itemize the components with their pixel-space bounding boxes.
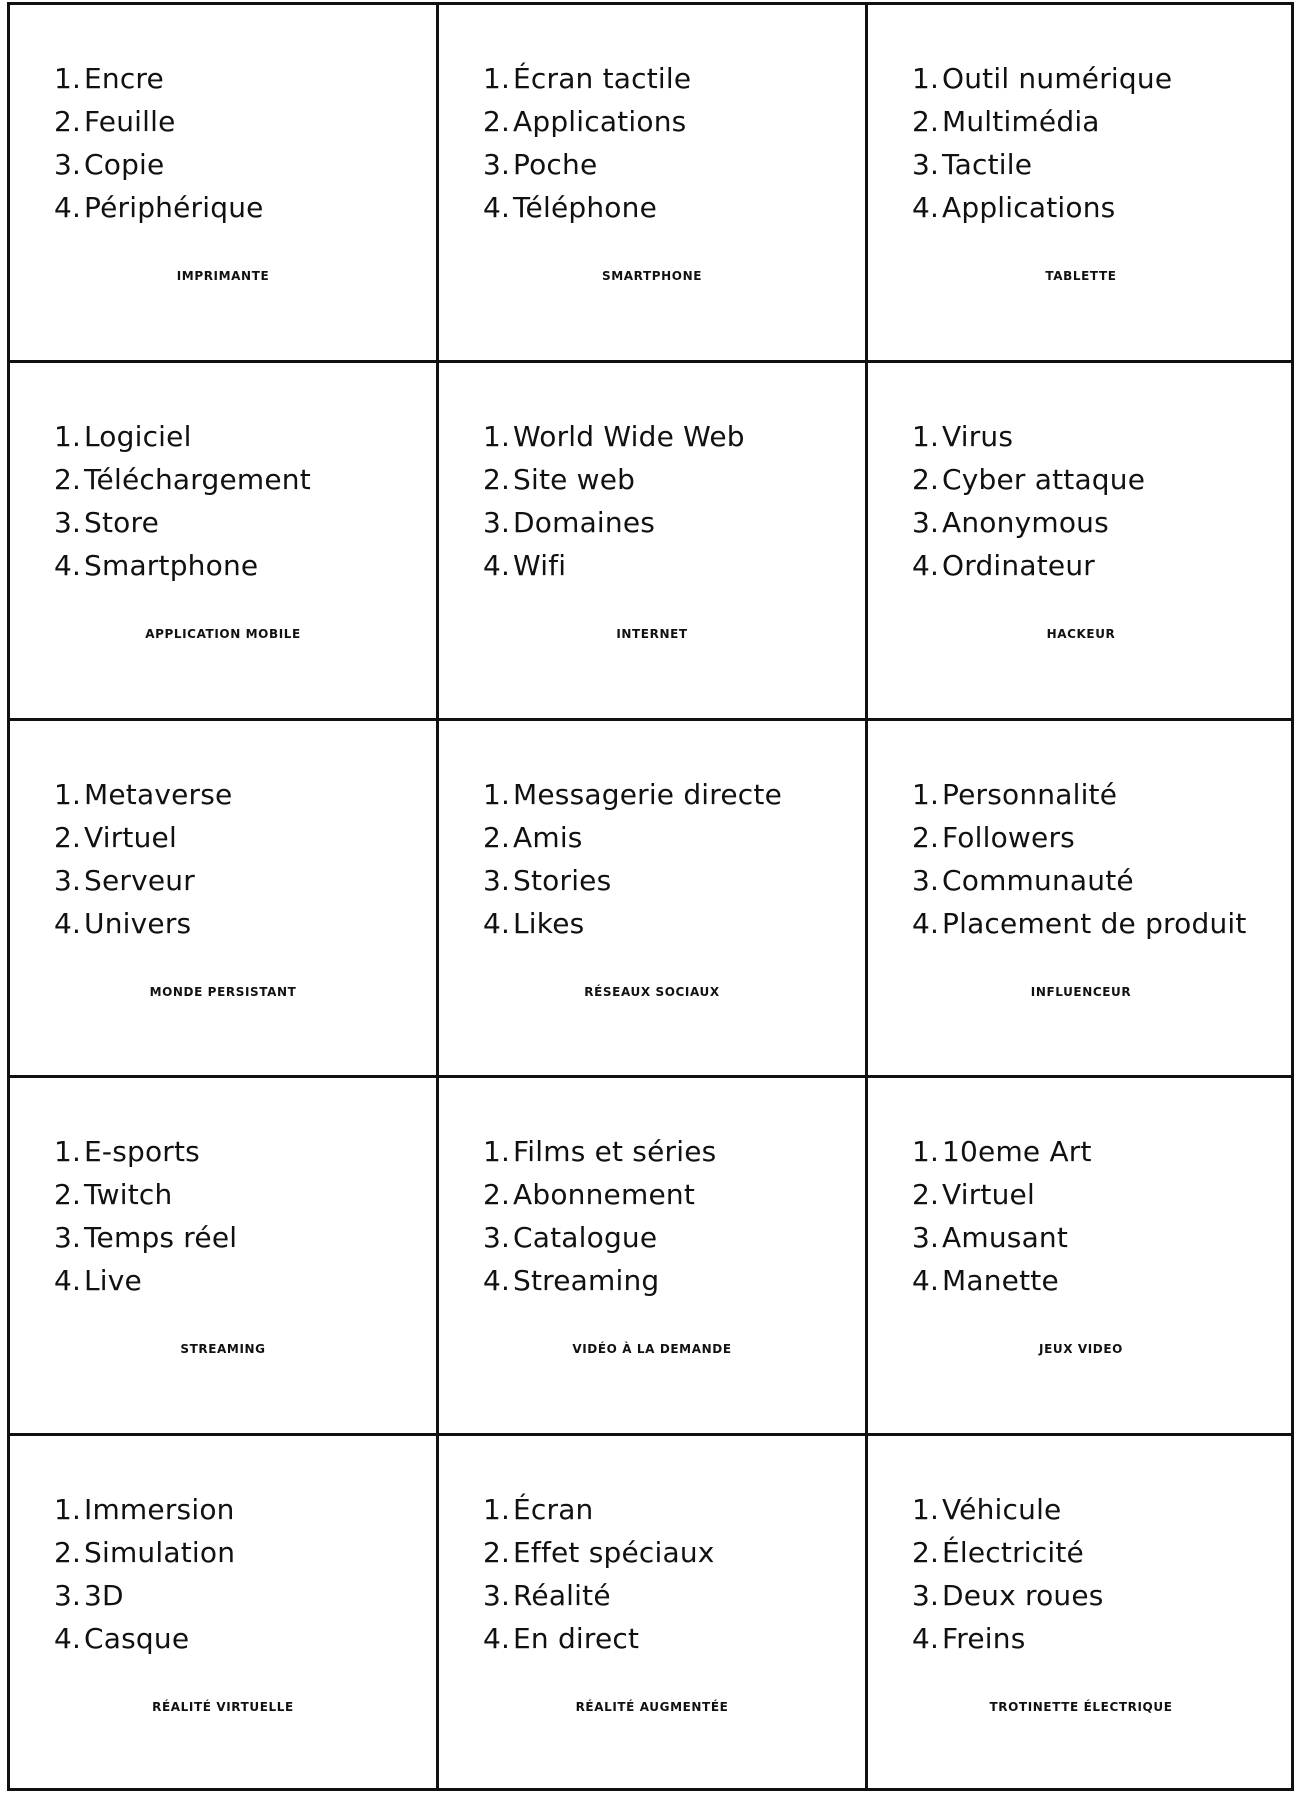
clue-item xyxy=(54,143,264,186)
card-word: STREAMING xyxy=(180,1342,266,1357)
clue-text: Catalogue xyxy=(513,1221,658,1255)
clue-text: Écran tactile xyxy=(513,62,692,95)
clue-item xyxy=(483,902,782,945)
clue-text: Amis xyxy=(513,820,583,854)
clue-item xyxy=(54,859,232,902)
clue-item xyxy=(54,902,232,945)
card xyxy=(436,1075,865,1433)
clue-number: 3. xyxy=(912,863,940,897)
clue-number: 1. xyxy=(912,62,940,95)
clue-number: 2. xyxy=(483,462,511,496)
clue-text: Amusant xyxy=(942,1221,1069,1255)
clue-number: 4. xyxy=(912,906,940,940)
clue-text: Site web xyxy=(513,462,636,496)
clue-item xyxy=(483,1259,716,1302)
clue-number: 1. xyxy=(54,419,82,453)
card xyxy=(7,2,436,360)
clue-text: Anonymous xyxy=(942,505,1109,539)
clue-item xyxy=(483,57,691,100)
clue-item xyxy=(483,186,691,229)
clue-item xyxy=(483,1130,716,1173)
clue-number: 2. xyxy=(912,462,940,496)
clue-text: Films et séries xyxy=(513,1135,717,1169)
clue-text: Freins xyxy=(942,1622,1026,1656)
clue-item xyxy=(912,501,1145,544)
clue-text: Wifi xyxy=(513,548,567,582)
clue-number: 2. xyxy=(483,1536,511,1570)
clue-text: Abonnement xyxy=(513,1178,696,1212)
card-word: SMARTPHONE xyxy=(601,269,703,283)
clue-text: Deux roues xyxy=(942,1579,1104,1613)
card xyxy=(865,360,1294,718)
clue-text: Virtuel xyxy=(84,820,177,854)
clue-item xyxy=(912,1130,1092,1173)
clue-number: 4. xyxy=(483,1622,511,1656)
card xyxy=(7,1433,436,1791)
clue-item xyxy=(483,1216,716,1259)
clue-text: Périphérique xyxy=(84,191,264,224)
clue-text: Téléchargement xyxy=(84,462,311,496)
clue-item xyxy=(54,1130,237,1173)
clue-item xyxy=(54,100,264,143)
clue-item xyxy=(483,1173,716,1216)
clue-number: 2. xyxy=(483,820,511,854)
clue-number: 3. xyxy=(483,148,511,181)
clue-list xyxy=(483,415,745,587)
clue-text: Cyber attaque xyxy=(942,462,1146,496)
clue-item xyxy=(483,1531,715,1574)
clue-text: Immersion xyxy=(84,1493,235,1527)
clue-list xyxy=(912,57,1172,229)
clue-number: 2. xyxy=(483,105,511,138)
clue-text: Streaming xyxy=(513,1264,660,1298)
card xyxy=(436,1433,865,1791)
card xyxy=(7,1075,436,1433)
clue-text: Store xyxy=(84,505,160,539)
clue-item xyxy=(54,773,232,816)
clue-text: Serveur xyxy=(84,863,195,897)
clue-item xyxy=(483,1617,715,1660)
card xyxy=(436,360,865,718)
clue-item xyxy=(54,186,264,229)
card-word: RÉALITÉ AUGMENTÉE xyxy=(575,1700,729,1715)
clue-item xyxy=(483,544,745,587)
clue-number: 3. xyxy=(54,863,82,897)
clue-text: Outil numérique xyxy=(942,62,1173,95)
clue-list xyxy=(912,773,1247,945)
clue-item xyxy=(912,186,1172,229)
clue-item xyxy=(483,1488,715,1531)
clue-item xyxy=(912,773,1247,816)
clue-text: Followers xyxy=(942,820,1075,854)
clue-text: Casque xyxy=(84,1622,190,1656)
clue-text: 3D xyxy=(84,1579,124,1613)
clue-item xyxy=(912,1488,1104,1531)
card xyxy=(7,718,436,1076)
clue-number: 4. xyxy=(54,191,82,224)
card xyxy=(865,718,1294,1076)
clue-list xyxy=(54,57,264,229)
clue-item xyxy=(54,1216,237,1259)
clue-number: 3. xyxy=(483,1579,511,1613)
clue-item xyxy=(912,415,1145,458)
clue-number: 1. xyxy=(483,419,511,453)
clue-number: 4. xyxy=(912,191,940,224)
clue-number: 2. xyxy=(54,820,82,854)
clue-number: 2. xyxy=(912,820,940,854)
clue-text: Virus xyxy=(942,419,1014,453)
clue-text: Multimédia xyxy=(942,105,1100,138)
clue-text: Téléphone xyxy=(513,191,658,224)
clue-number: 2. xyxy=(54,1178,82,1212)
clue-number: 1. xyxy=(483,1493,511,1527)
clue-number: 1. xyxy=(912,1135,940,1169)
clue-item xyxy=(483,415,745,458)
clue-text: Électricité xyxy=(942,1536,1084,1570)
clue-number: 1. xyxy=(483,777,511,811)
clue-text: Univers xyxy=(84,906,192,940)
clue-list xyxy=(912,1488,1104,1660)
clue-item xyxy=(483,143,691,186)
clue-number: 4. xyxy=(912,548,940,582)
clue-item xyxy=(912,57,1172,100)
clue-text: Poche xyxy=(513,148,598,181)
clue-text: Twitch xyxy=(84,1178,173,1212)
clue-text: Manette xyxy=(942,1264,1059,1298)
clue-number: 3. xyxy=(483,863,511,897)
clue-number: 3. xyxy=(912,505,940,539)
clue-number: 1. xyxy=(912,419,940,453)
card-word: RÉALITÉ VIRTUELLE xyxy=(152,1700,294,1715)
clue-item xyxy=(54,57,264,100)
clue-item xyxy=(483,458,745,501)
clue-number: 3. xyxy=(912,1221,940,1255)
clue-list xyxy=(54,1130,237,1302)
clue-number: 4. xyxy=(54,1264,82,1298)
clue-item xyxy=(483,501,745,544)
clue-text: Tactile xyxy=(942,148,1033,181)
clue-text: Personnalité xyxy=(942,777,1118,811)
card-word: MONDE PERSISTANT xyxy=(149,984,297,999)
clue-list xyxy=(483,57,691,229)
clue-text: Effet spéciaux xyxy=(513,1536,715,1570)
clue-text: Live xyxy=(84,1264,142,1298)
clue-item xyxy=(54,501,311,544)
clue-text: Stories xyxy=(513,863,612,897)
clue-item xyxy=(912,816,1247,859)
clue-text: Domaines xyxy=(513,505,656,539)
card-word: TABLETTE xyxy=(1045,269,1117,283)
clue-text: Ordinateur xyxy=(942,548,1095,582)
clue-item xyxy=(54,1173,237,1216)
clue-item xyxy=(54,1488,235,1531)
clue-text: Écran xyxy=(513,1493,594,1527)
clue-item xyxy=(912,1259,1092,1302)
clue-number: 2. xyxy=(912,105,940,138)
card-word: TROTINETTE ÉLECTRIQUE xyxy=(989,1700,1173,1715)
clue-number: 3. xyxy=(54,1221,82,1255)
clue-number: 1. xyxy=(483,1135,511,1169)
clue-number: 4. xyxy=(54,548,82,582)
clue-number: 2. xyxy=(54,462,82,496)
clue-list xyxy=(483,773,782,945)
clue-text: Copie xyxy=(84,148,165,181)
clue-text: Placement de produit xyxy=(942,906,1247,940)
clue-list xyxy=(54,773,232,945)
clue-item xyxy=(483,859,782,902)
clue-number: 4. xyxy=(54,1622,82,1656)
card-word: INFLUENCEUR xyxy=(1030,984,1132,999)
card-word: JEUX VIDEO xyxy=(1039,1342,1123,1357)
card-word: APPLICATION MOBILE xyxy=(145,626,301,641)
clue-list xyxy=(912,1130,1092,1302)
clue-number: 4. xyxy=(483,1264,511,1298)
clue-text: Véhicule xyxy=(942,1493,1062,1527)
clue-number: 3. xyxy=(912,1579,940,1613)
clue-item xyxy=(912,143,1172,186)
clue-number: 4. xyxy=(912,1622,940,1656)
clue-text: Metaverse xyxy=(84,777,233,811)
clue-item xyxy=(483,1574,715,1617)
card xyxy=(865,1075,1294,1433)
clue-item xyxy=(54,458,311,501)
clue-item xyxy=(54,1617,235,1660)
clue-item xyxy=(912,1531,1104,1574)
clue-text: Feuille xyxy=(84,105,176,138)
clue-number: 3. xyxy=(54,505,82,539)
clue-item xyxy=(54,415,311,458)
clue-item xyxy=(54,1574,235,1617)
clue-number: 3. xyxy=(483,1221,511,1255)
clue-list xyxy=(483,1130,716,1302)
clue-number: 4. xyxy=(483,191,511,224)
clue-number: 1. xyxy=(912,777,940,811)
clue-number: 4. xyxy=(912,1264,940,1298)
clue-item xyxy=(912,1216,1092,1259)
clue-number: 3. xyxy=(54,1579,82,1613)
clue-list xyxy=(54,415,311,587)
clue-list xyxy=(912,415,1145,587)
clue-item xyxy=(483,773,782,816)
clue-text: En direct xyxy=(513,1622,640,1656)
clue-text: Logiciel xyxy=(84,419,192,453)
clue-text: Temps réel xyxy=(84,1221,238,1255)
card xyxy=(7,360,436,718)
clue-list xyxy=(483,1488,715,1660)
clue-number: 2. xyxy=(912,1178,940,1212)
clue-number: 1. xyxy=(912,1493,940,1527)
card-word: VIDÉO À LA DEMANDE xyxy=(572,1342,732,1357)
clue-number: 2. xyxy=(54,1536,82,1570)
clue-text: 10eme Art xyxy=(942,1135,1092,1169)
card-word: INTERNET xyxy=(616,626,688,641)
clue-text: Likes xyxy=(513,906,585,940)
clue-number: 3. xyxy=(54,148,82,181)
clue-text: Réalité xyxy=(513,1579,611,1613)
clue-item xyxy=(912,1574,1104,1617)
clue-number: 4. xyxy=(483,906,511,940)
clue-item xyxy=(54,1259,237,1302)
card xyxy=(436,718,865,1076)
clue-text: Encre xyxy=(84,62,164,95)
card xyxy=(865,2,1294,360)
clue-item xyxy=(912,1617,1104,1660)
clue-item xyxy=(483,100,691,143)
clue-number: 1. xyxy=(54,62,82,95)
clue-number: 1. xyxy=(54,777,82,811)
card-word: RÉSEAUX SOCIAUX xyxy=(584,984,720,999)
clue-text: Smartphone xyxy=(84,548,259,582)
clue-number: 2. xyxy=(483,1178,511,1212)
clue-list xyxy=(54,1488,235,1660)
clue-item xyxy=(912,1173,1092,1216)
clue-number: 4. xyxy=(483,548,511,582)
card xyxy=(865,1433,1294,1791)
clue-text: World Wide Web xyxy=(513,419,745,453)
clue-item xyxy=(54,544,311,587)
clue-item xyxy=(912,859,1247,902)
clue-number: 3. xyxy=(483,505,511,539)
clue-item xyxy=(483,816,782,859)
clue-text: Simulation xyxy=(84,1536,236,1570)
clue-number: 3. xyxy=(912,148,940,181)
clue-item xyxy=(912,544,1145,587)
clue-item xyxy=(912,902,1247,945)
clue-item xyxy=(912,458,1145,501)
clue-item xyxy=(54,816,232,859)
clue-number: 2. xyxy=(54,105,82,138)
clue-number: 1. xyxy=(54,1135,82,1169)
card-word: HACKEUR xyxy=(1046,626,1116,641)
card xyxy=(436,2,865,360)
clue-text: Communauté xyxy=(942,863,1134,897)
card-grid xyxy=(7,2,1294,1791)
clue-text: Applications xyxy=(942,191,1116,224)
clue-number: 4. xyxy=(54,906,82,940)
clue-number: 1. xyxy=(483,62,511,95)
clue-text: Virtuel xyxy=(942,1178,1035,1212)
clue-text: Messagerie directe xyxy=(513,777,783,811)
clue-number: 2. xyxy=(912,1536,940,1570)
clue-item xyxy=(912,100,1172,143)
clue-item xyxy=(54,1531,235,1574)
clue-number: 1. xyxy=(54,1493,82,1527)
clue-text: Applications xyxy=(513,105,687,138)
card-word: IMPRIMANTE xyxy=(176,269,270,283)
clue-text: E-sports xyxy=(84,1135,200,1169)
